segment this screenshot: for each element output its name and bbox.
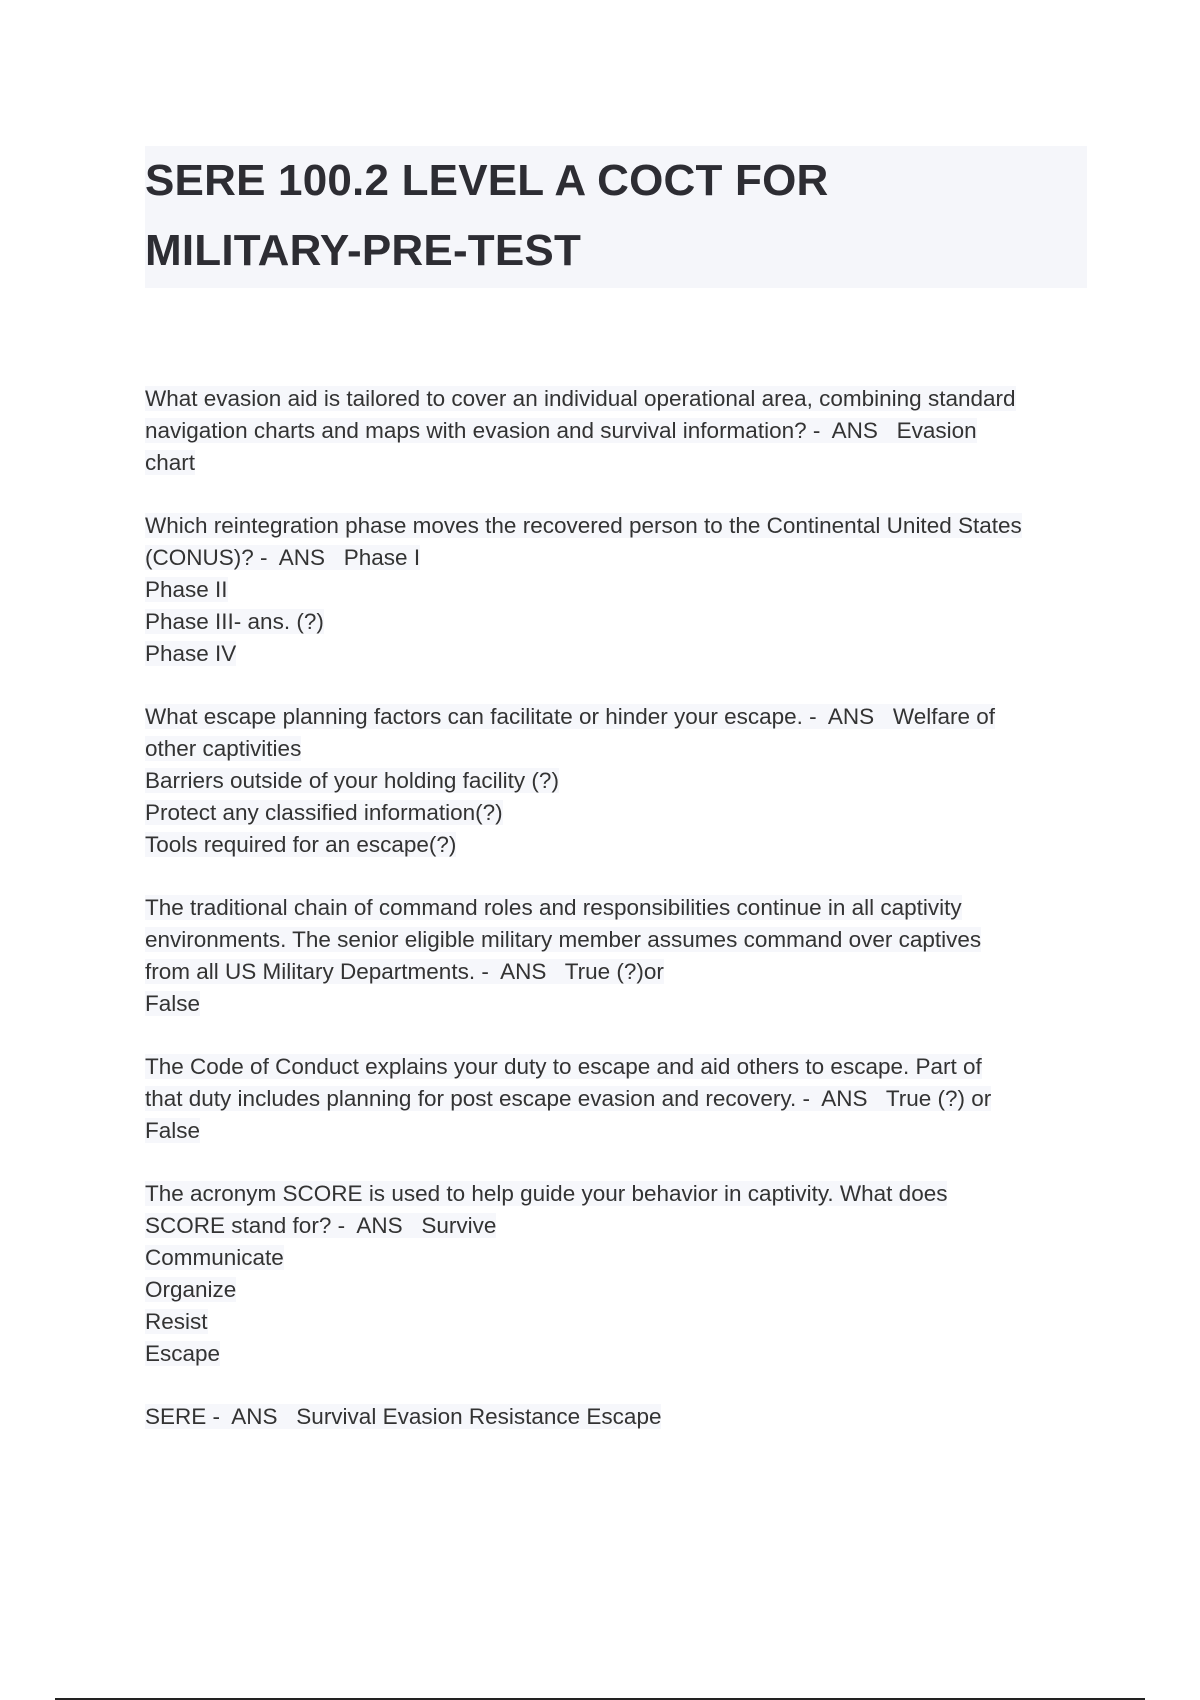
- qa-line: Escape: [145, 1341, 221, 1366]
- qa-line: other captivities: [145, 736, 302, 761]
- qa-line: navigation charts and maps with evasion and survival information? - ANS Evasion: [145, 418, 977, 443]
- qa-line: Resist: [145, 1309, 208, 1334]
- qa-line: that duty includes planning for post escape evasion and recovery. - ANS True (?) or: [145, 1086, 992, 1111]
- qa-line: The Code of Conduct explains your duty to escape and aid others to escape. Part of: [145, 1054, 982, 1079]
- qa-line: Which reintegration phase moves the recovered person to the Continental United States: [145, 513, 1022, 538]
- qa-line: Phase III- ans. (?): [145, 609, 324, 634]
- qa-item: [145, 701, 1095, 861]
- qa-line: Organize: [145, 1277, 237, 1302]
- qa-line: Phase II: [145, 577, 228, 602]
- title-line-1: SERE 100.2 LEVEL A COCT FOR: [145, 156, 829, 205]
- qa-line: SERE - ANS Survival Evasion Resistance Escape: [145, 1404, 662, 1429]
- qa-line: Tools required for an escape(?): [145, 832, 457, 857]
- qa-line: (CONUS)? - ANS Phase I: [145, 545, 421, 570]
- qa-item: [145, 510, 1095, 670]
- qa-line: Protect any classified information(?): [145, 800, 503, 825]
- qa-line: What evasion aid is tailored to cover an individual operational area, combining standard: [145, 386, 1016, 411]
- qa-line: Communicate: [145, 1245, 284, 1270]
- qa-line: What escape planning factors can facilitate or hinder your escape. - ANS Welfare of: [145, 704, 996, 729]
- qa-line: chart: [145, 450, 196, 475]
- document-title: [145, 146, 1087, 286]
- qa-item: [145, 383, 1095, 479]
- qa-line: Phase IV: [145, 641, 237, 666]
- qa-item: [145, 1401, 1095, 1433]
- qa-item: [145, 1178, 1095, 1370]
- qa-line: SCORE stand for? - ANS Survive: [145, 1213, 497, 1238]
- title-block: [145, 146, 1087, 288]
- qa-line: The traditional chain of command roles and responsibilities continue in all captivity: [145, 895, 962, 920]
- qa-line: from all US Military Departments. - ANS True (?)or: [145, 959, 664, 984]
- qa-line: False: [145, 991, 201, 1016]
- qa-line: environments. The senior eligible military member assumes command over captives: [145, 927, 982, 952]
- qa-line: The acronym SCORE is used to help guide your behavior in captivity. What does: [145, 1181, 948, 1206]
- title-line-2: MILITARY-PRE-TEST: [145, 226, 582, 275]
- qa-item: [145, 1051, 1095, 1147]
- qa-item: [145, 892, 1095, 1020]
- qa-list: [145, 383, 1095, 1464]
- qa-line: Barriers outside of your holding facility (?): [145, 768, 559, 793]
- qa-line: False: [145, 1118, 201, 1143]
